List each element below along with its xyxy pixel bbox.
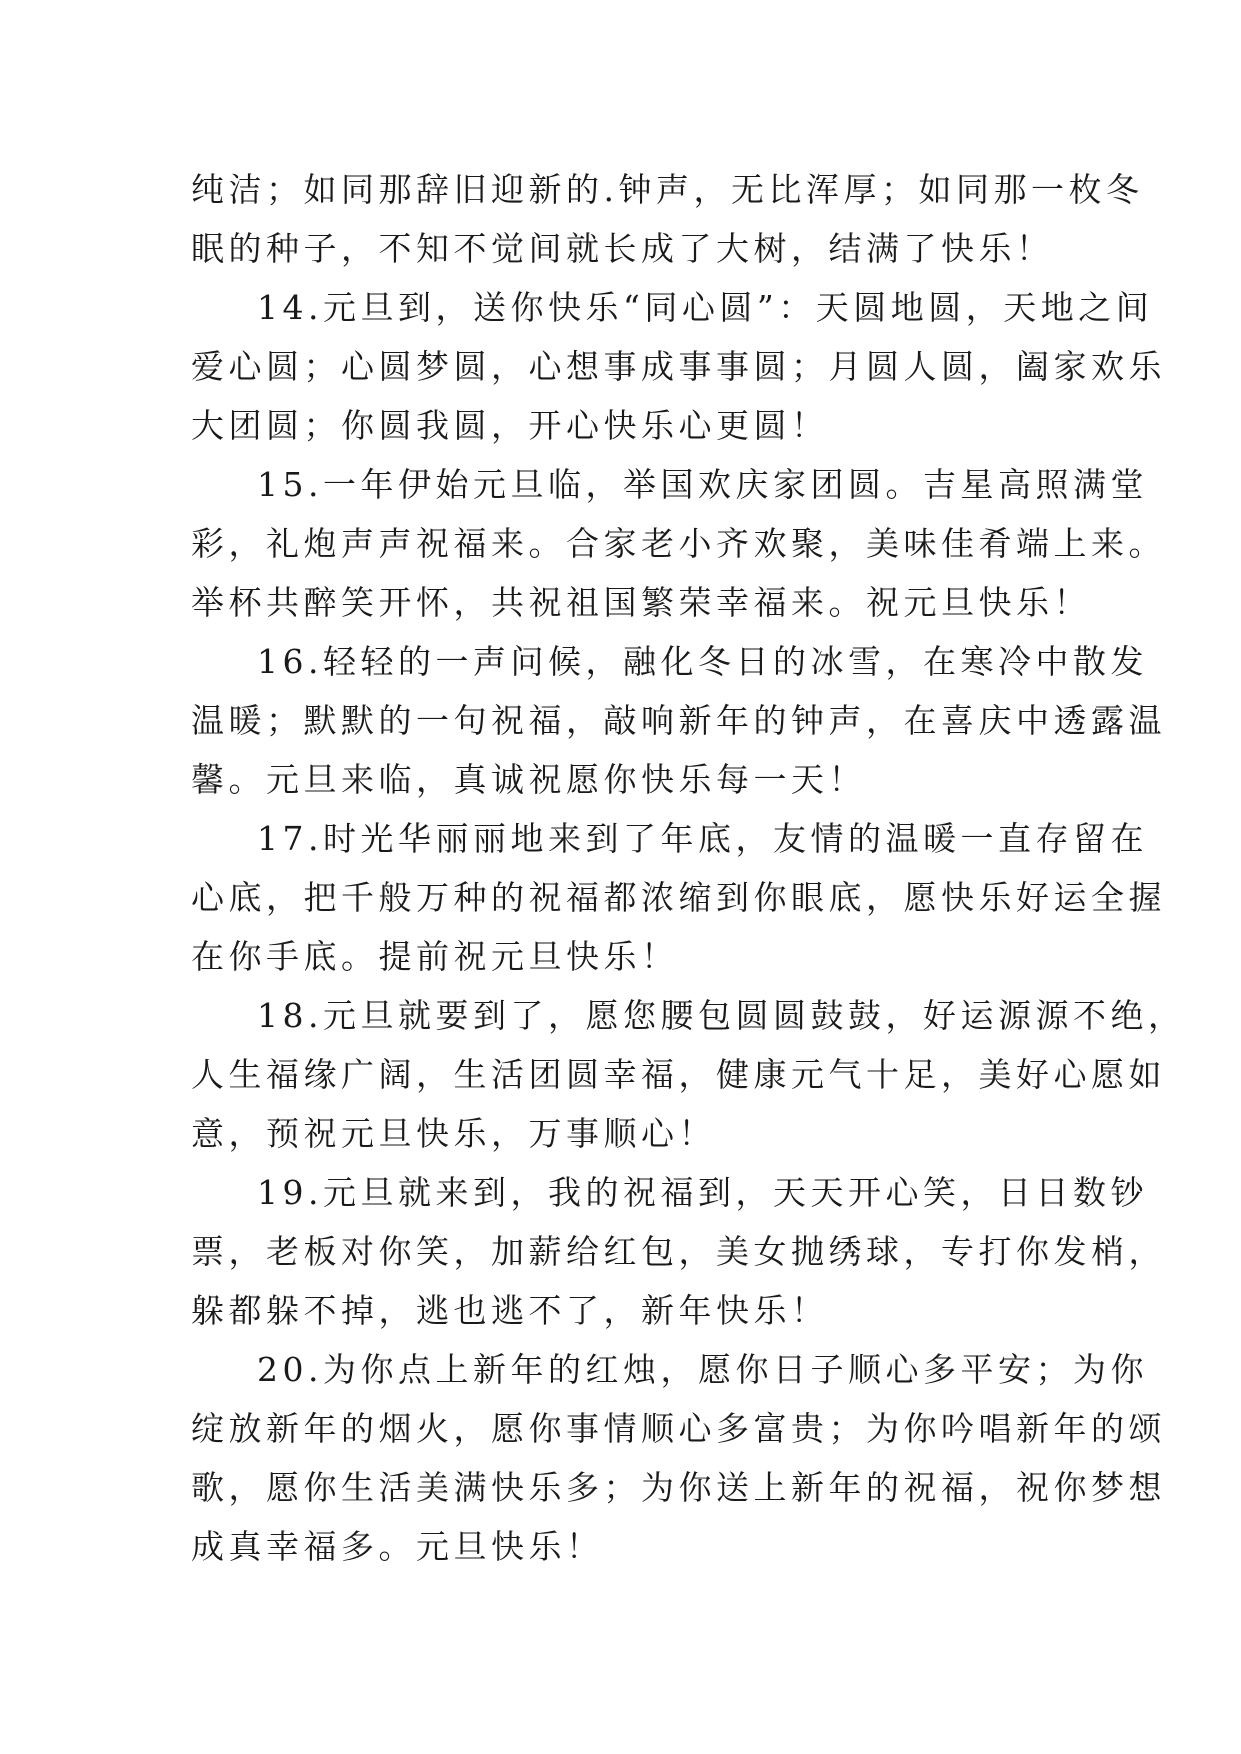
- text-line: 人生福缘广阔，生活团圆幸福，健康元气十足，美好心愿如: [191, 1055, 1166, 1094]
- text-line: 歌，愿你生活美满快乐多；为你送上新年的祝福，祝你梦想: [191, 1468, 1166, 1507]
- text-line: 眠的种子，不知不觉间就长成了大树，结满了快乐！: [191, 229, 1054, 268]
- paragraph-17-first-line: 17.时光华丽丽地来到了年底，友情的温暖一直存留在: [257, 819, 1148, 858]
- paragraph-19-first-line: 19.元旦就来到，我的祝福到，天天开心笑，日日数钞: [257, 1173, 1148, 1212]
- paragraph-20-first-line: 20.为你点上新年的红烛，愿你日子顺心多平安；为你: [257, 1350, 1148, 1389]
- text-line: 成真幸福多。元旦快乐！: [191, 1527, 604, 1566]
- paragraph-15-first-line: 15.一年伊始元旦临，举国欢庆家团圆。吉星高照满堂: [257, 465, 1148, 504]
- text-line: 在你手底。提前祝元旦快乐！: [191, 937, 679, 976]
- body-text: [191, 160, 1186, 1576]
- text-line: 绽放新年的烟火，愿你事情顺心多富贵；为你吟唱新年的颂: [191, 1409, 1166, 1448]
- text-line: 馨。元旦来临，真诚祝愿你快乐每一天！: [191, 760, 866, 799]
- text-line: 大团圆；你圆我圆，开心快乐心更圆！: [191, 406, 829, 445]
- text-line: 躲都躲不掉，逃也逃不了，新年快乐！: [191, 1291, 829, 1330]
- text-line: 意，预祝元旦快乐，万事顺心！: [191, 1114, 716, 1153]
- text-line: 举杯共醉笑开怀，共祝祖国繁荣幸福来。祝元旦快乐！: [191, 583, 1091, 622]
- text-line: 彩，礼炮声声祝福来。合家老小齐欢聚，美味佳肴端上来。: [191, 524, 1166, 563]
- paragraph-14-first-line: 14.元旦到，送你快乐“同心圆”：天圆地圆，天地之间: [257, 288, 1154, 327]
- text-line: 爱心圆；心圆梦圆，心想事成事事圆；月圆人圆，阖家欢乐: [191, 347, 1166, 386]
- paragraph-16-first-line: 16.轻轻的一声问候，融化冬日的冰雪，在寒冷中散发: [257, 642, 1148, 681]
- text-line: 心底，把千般万种的祝福都浓缩到你眼底，愿快乐好运全握: [191, 878, 1166, 917]
- text-line: 温暖；默默的一句祝福，敲响新年的钟声，在喜庆中透露温: [191, 701, 1166, 740]
- paragraph-18-first-line: 18.元旦就要到了，愿您腰包圆圆鼓鼓，好运源源不绝，: [257, 996, 1186, 1035]
- text-line: 票，老板对你笑，加薪给红包，美女抛绣球，专打你发梢，: [191, 1232, 1166, 1271]
- text-line: 纯洁；如同那辞旧迎新的.钟声，无比浑厚；如同那一枚冬: [191, 170, 1144, 209]
